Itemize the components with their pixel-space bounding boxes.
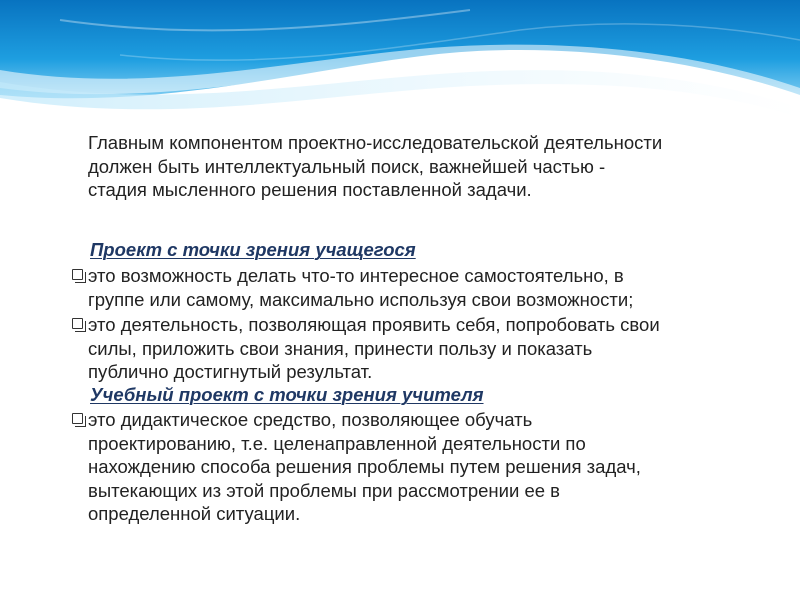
teacher-perspective-heading: Учебный проект с точки зрения учителя xyxy=(90,384,484,405)
checkbox-bullet-icon xyxy=(72,413,83,424)
intro-line: должен быть интеллектуальный поиск, важнейшей частью - xyxy=(88,155,606,177)
list-item-text: это возможность делать что-то интересное самостоятельно, в группе или самому, максимально используя свои возможности; xyxy=(88,265,634,310)
checkbox-bullet-icon xyxy=(72,318,83,329)
list-item-text: это деятельность, позволяющая проявить себя, попробовать свои силы, приложить свои знания, принести пользу и показать публично достигнутый результат. xyxy=(88,314,660,382)
intro-line: Главным компонентом проектно-исследовательской деятельности xyxy=(88,132,663,153)
list-item xyxy=(72,313,752,384)
list-item-text: это дидактическое средство, позволяющее обучать проектированию, т.е. целенаправленной деятельности по нахождению способа решения проблемы путем решения задач, вытекающих из этой проблемы при рассмотрении ее в определенной ситуации. xyxy=(88,409,641,524)
checkbox-bullet-icon xyxy=(72,269,83,280)
list-item xyxy=(72,264,752,311)
list-item xyxy=(72,408,752,526)
student-perspective-heading: Проект с точки зрения учащегося xyxy=(90,239,416,260)
intro-line: стадия мысленного решения поставленной задачи. xyxy=(88,179,532,200)
intro-paragraph xyxy=(88,131,788,202)
